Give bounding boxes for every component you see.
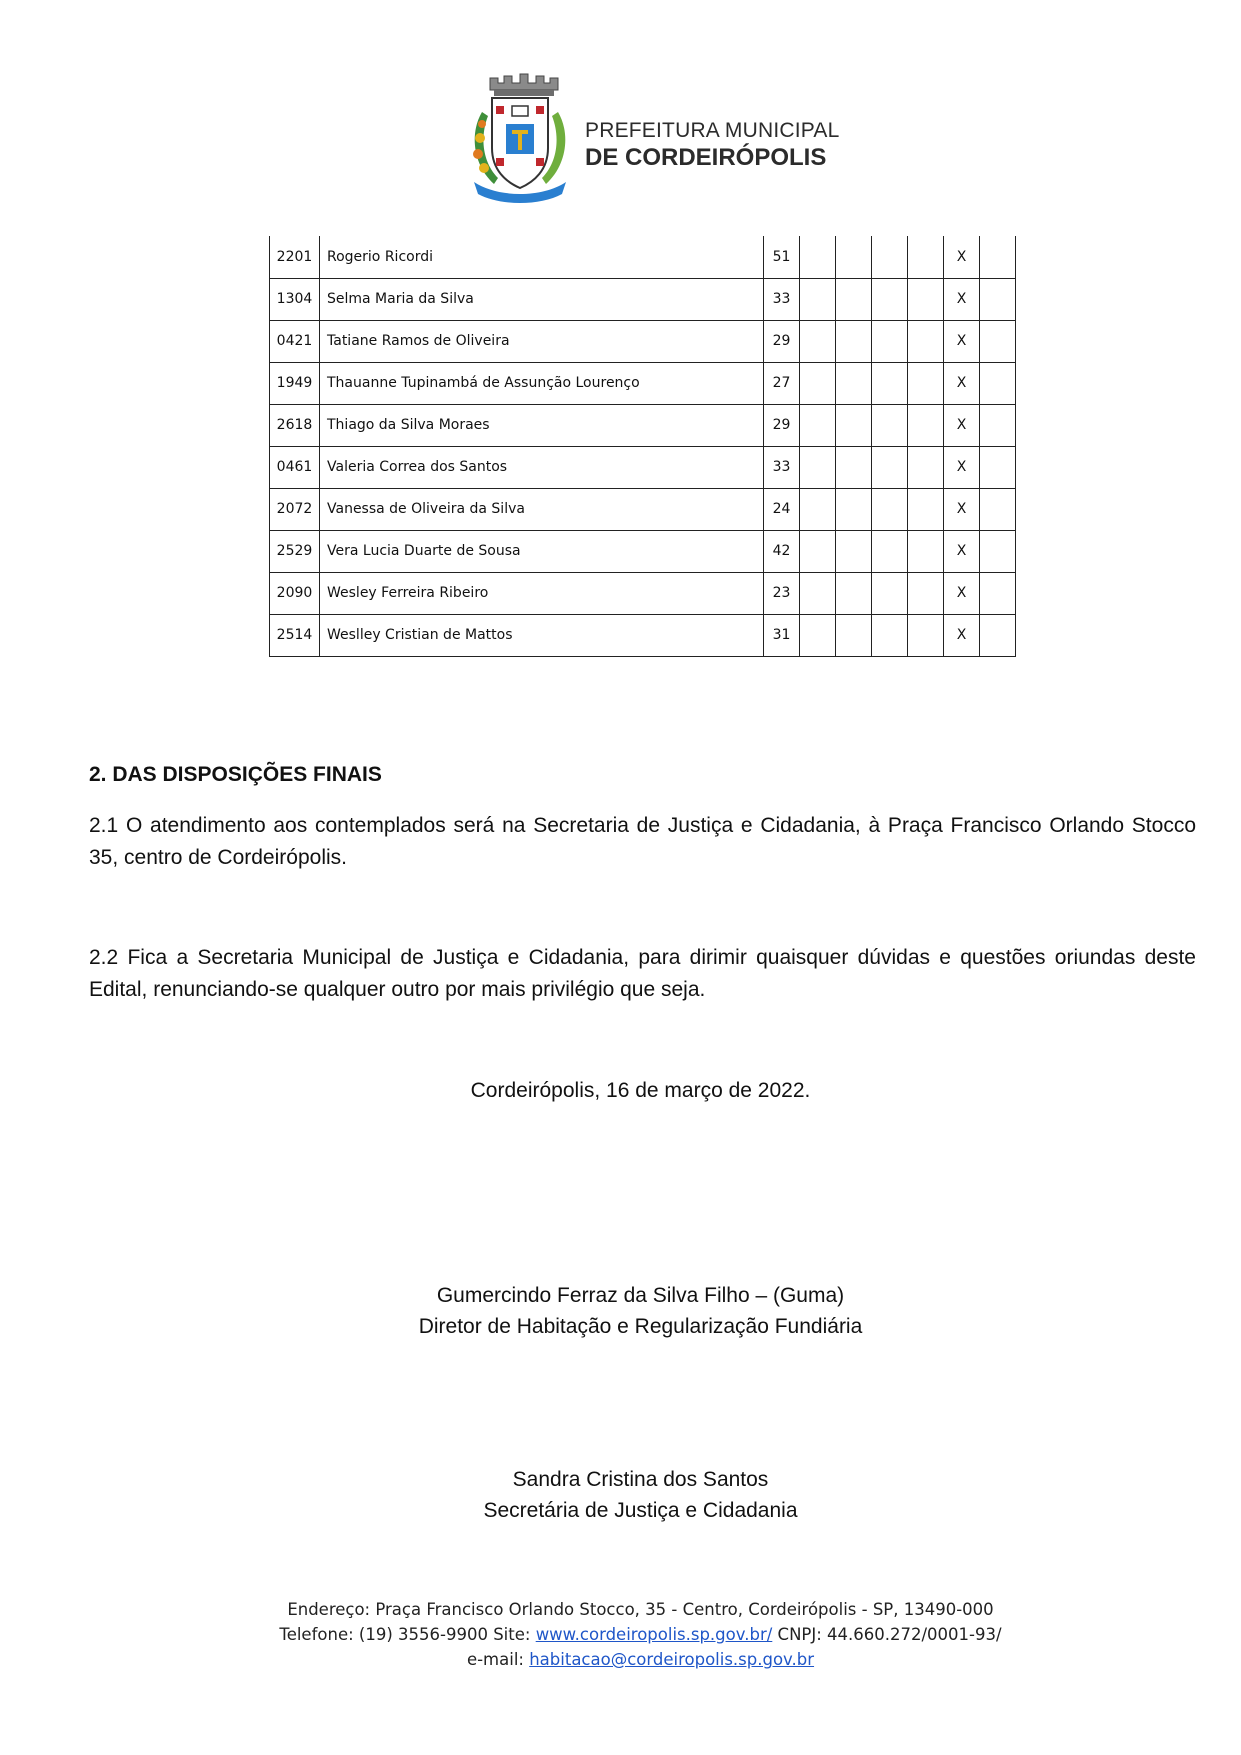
- signatory-role: Secretária de Justiça e Cidadania: [483, 1499, 798, 1522]
- website-link[interactable]: www.cordeiropolis.sp.gov.br/: [535, 1625, 773, 1644]
- cell-age: 24: [764, 488, 800, 530]
- cell-empty: [872, 614, 908, 656]
- footer-email-label: e-mail:: [466, 1650, 530, 1669]
- cell-age: 23: [764, 572, 800, 614]
- cell-mark: X: [944, 614, 980, 656]
- cell-empty: [980, 614, 1016, 656]
- cell-code: 0461: [270, 446, 320, 488]
- cell-name: Wesley Ferreira Ribeiro: [320, 572, 764, 614]
- signatory-role: Diretor de Habitação e Regularização Fundiária: [418, 1315, 863, 1338]
- cell-empty: [980, 488, 1016, 530]
- cell-empty: [836, 446, 872, 488]
- cell-empty: [836, 572, 872, 614]
- signatory-name: Gumercindo Ferraz da Silva Filho – (Guma): [436, 1284, 845, 1307]
- cell-empty: [872, 572, 908, 614]
- email-link[interactable]: habitacao@cordeiropolis.sp.gov.br: [529, 1650, 815, 1669]
- cell-empty: [836, 488, 872, 530]
- cell-mark: X: [944, 572, 980, 614]
- municipal-crest-icon: [468, 72, 572, 206]
- cell-code: 2514: [270, 614, 320, 656]
- cell-mark: X: [944, 362, 980, 404]
- table-row: [270, 404, 1016, 446]
- cell-empty: [980, 278, 1016, 320]
- cell-empty: [980, 530, 1016, 572]
- cell-name: Thiago da Silva Moraes: [320, 404, 764, 446]
- organization-name: [585, 118, 839, 172]
- cell-empty: [800, 404, 836, 446]
- cell-empty: [800, 614, 836, 656]
- page-footer: [0, 1597, 1241, 1672]
- table-row: [270, 530, 1016, 572]
- cell-empty: [872, 488, 908, 530]
- cell-code: 1304: [270, 278, 320, 320]
- cell-mark: X: [944, 236, 980, 278]
- cell-empty: [908, 404, 944, 446]
- cell-empty: [980, 362, 1016, 404]
- document-date: Cordeirópolis, 16 de março de 2022.: [470, 1079, 811, 1102]
- cell-name: Rogerio Ricordi: [320, 236, 764, 278]
- cell-mark: X: [944, 404, 980, 446]
- cell-empty: [908, 236, 944, 278]
- cell-name: Valeria Correa dos Santos: [320, 446, 764, 488]
- cell-code: 2618: [270, 404, 320, 446]
- cell-code: 0421: [270, 320, 320, 362]
- footer-phone: Telefone: (19) 3556-9900 Site:: [279, 1625, 536, 1644]
- cell-empty: [800, 488, 836, 530]
- cell-age: 33: [764, 446, 800, 488]
- cell-name: Vanessa de Oliveira da Silva: [320, 488, 764, 530]
- cell-age: 29: [764, 320, 800, 362]
- cell-empty: [836, 530, 872, 572]
- table-row: [270, 488, 1016, 530]
- cell-empty: [908, 530, 944, 572]
- cell-empty: [980, 446, 1016, 488]
- section-title: 2. DAS DISPOSIÇÕES FINAIS: [89, 763, 382, 786]
- cell-empty: [872, 446, 908, 488]
- cell-empty: [908, 320, 944, 362]
- table-row: [270, 320, 1016, 362]
- table-row: [270, 362, 1016, 404]
- table-row: [270, 278, 1016, 320]
- beneficiaries-table: [269, 236, 1016, 657]
- cell-empty: [800, 572, 836, 614]
- cell-name: Tatiane Ramos de Oliveira: [320, 320, 764, 362]
- paragraph-2-2: 2.2 Fica a Secretaria Municipal de Justiça e Cidadania, para dirimir quaisquer dúvidas e questões oriundas deste Edital, renunciando-se qualquer outro por mais privilégio que seja.: [89, 946, 1196, 1001]
- cell-code: 2090: [270, 572, 320, 614]
- cell-code: 1949: [270, 362, 320, 404]
- cell-code: 2201: [270, 236, 320, 278]
- cell-mark: X: [944, 278, 980, 320]
- cell-empty: [980, 236, 1016, 278]
- cell-empty: [836, 236, 872, 278]
- cell-age: 33: [764, 278, 800, 320]
- cell-empty: [872, 236, 908, 278]
- cell-code: 2072: [270, 488, 320, 530]
- letterhead: [468, 72, 840, 206]
- cell-empty: [800, 446, 836, 488]
- footer-email: [0, 1647, 1241, 1672]
- cell-empty: [800, 530, 836, 572]
- cell-mark: X: [944, 488, 980, 530]
- cell-empty: [836, 278, 872, 320]
- cell-name: Selma Maria da Silva: [320, 278, 764, 320]
- footer-address: Endereço: Praça Francisco Orlando Stocco, 35 - Centro, Cordeirópolis - SP, 13490-000: [287, 1600, 994, 1619]
- cell-age: 31: [764, 614, 800, 656]
- cell-empty: [872, 278, 908, 320]
- cell-mark: X: [944, 320, 980, 362]
- table-row: [270, 236, 1016, 278]
- cell-empty: [872, 404, 908, 446]
- org-line-2: DE CORDEIRÓPOLIS: [585, 144, 827, 171]
- cell-empty: [908, 572, 944, 614]
- cell-code: 2529: [270, 530, 320, 572]
- cell-empty: [800, 236, 836, 278]
- cell-empty: [836, 614, 872, 656]
- signature-block-director: [0, 1280, 1241, 1342]
- cell-empty: [908, 362, 944, 404]
- org-line-1: PREFEITURA MUNICIPAL: [585, 119, 840, 142]
- footer-contact: [0, 1622, 1241, 1647]
- cell-empty: [908, 446, 944, 488]
- cell-empty: [836, 320, 872, 362]
- cell-mark: X: [944, 530, 980, 572]
- table-row: [270, 614, 1016, 656]
- cell-age: 29: [764, 404, 800, 446]
- cell-empty: [836, 404, 872, 446]
- cell-name: Weslley Cristian de Mattos: [320, 614, 764, 656]
- paragraph-2-1: 2.1 O atendimento aos contemplados será na Secretaria de Justiça e Cidadania, à Praça Francisco Orlando Stocco 35, centro de Cordeirópolis.: [89, 814, 1196, 869]
- cell-empty: [800, 362, 836, 404]
- table-row: [270, 446, 1016, 488]
- cell-age: 27: [764, 362, 800, 404]
- cell-empty: [908, 614, 944, 656]
- cell-empty: [800, 320, 836, 362]
- cell-age: 42: [764, 530, 800, 572]
- footer-cnpj: CNPJ: 44.660.272/0001-93/: [772, 1625, 1002, 1644]
- cell-empty: [908, 488, 944, 530]
- cell-empty: [836, 362, 872, 404]
- cell-name: Vera Lucia Duarte de Sousa: [320, 530, 764, 572]
- signatory-name: Sandra Cristina dos Santos: [512, 1468, 769, 1491]
- cell-empty: [800, 278, 836, 320]
- cell-empty: [980, 572, 1016, 614]
- cell-mark: X: [944, 446, 980, 488]
- cell-empty: [908, 278, 944, 320]
- cell-age: 51: [764, 236, 800, 278]
- cell-empty: [872, 320, 908, 362]
- cell-name: Thauanne Tupinambá de Assunção Lourenço: [320, 362, 764, 404]
- signature-block-secretary: [0, 1464, 1241, 1526]
- cell-empty: [980, 320, 1016, 362]
- table-row: [270, 572, 1016, 614]
- cell-empty: [872, 362, 908, 404]
- cell-empty: [980, 404, 1016, 446]
- cell-empty: [872, 530, 908, 572]
